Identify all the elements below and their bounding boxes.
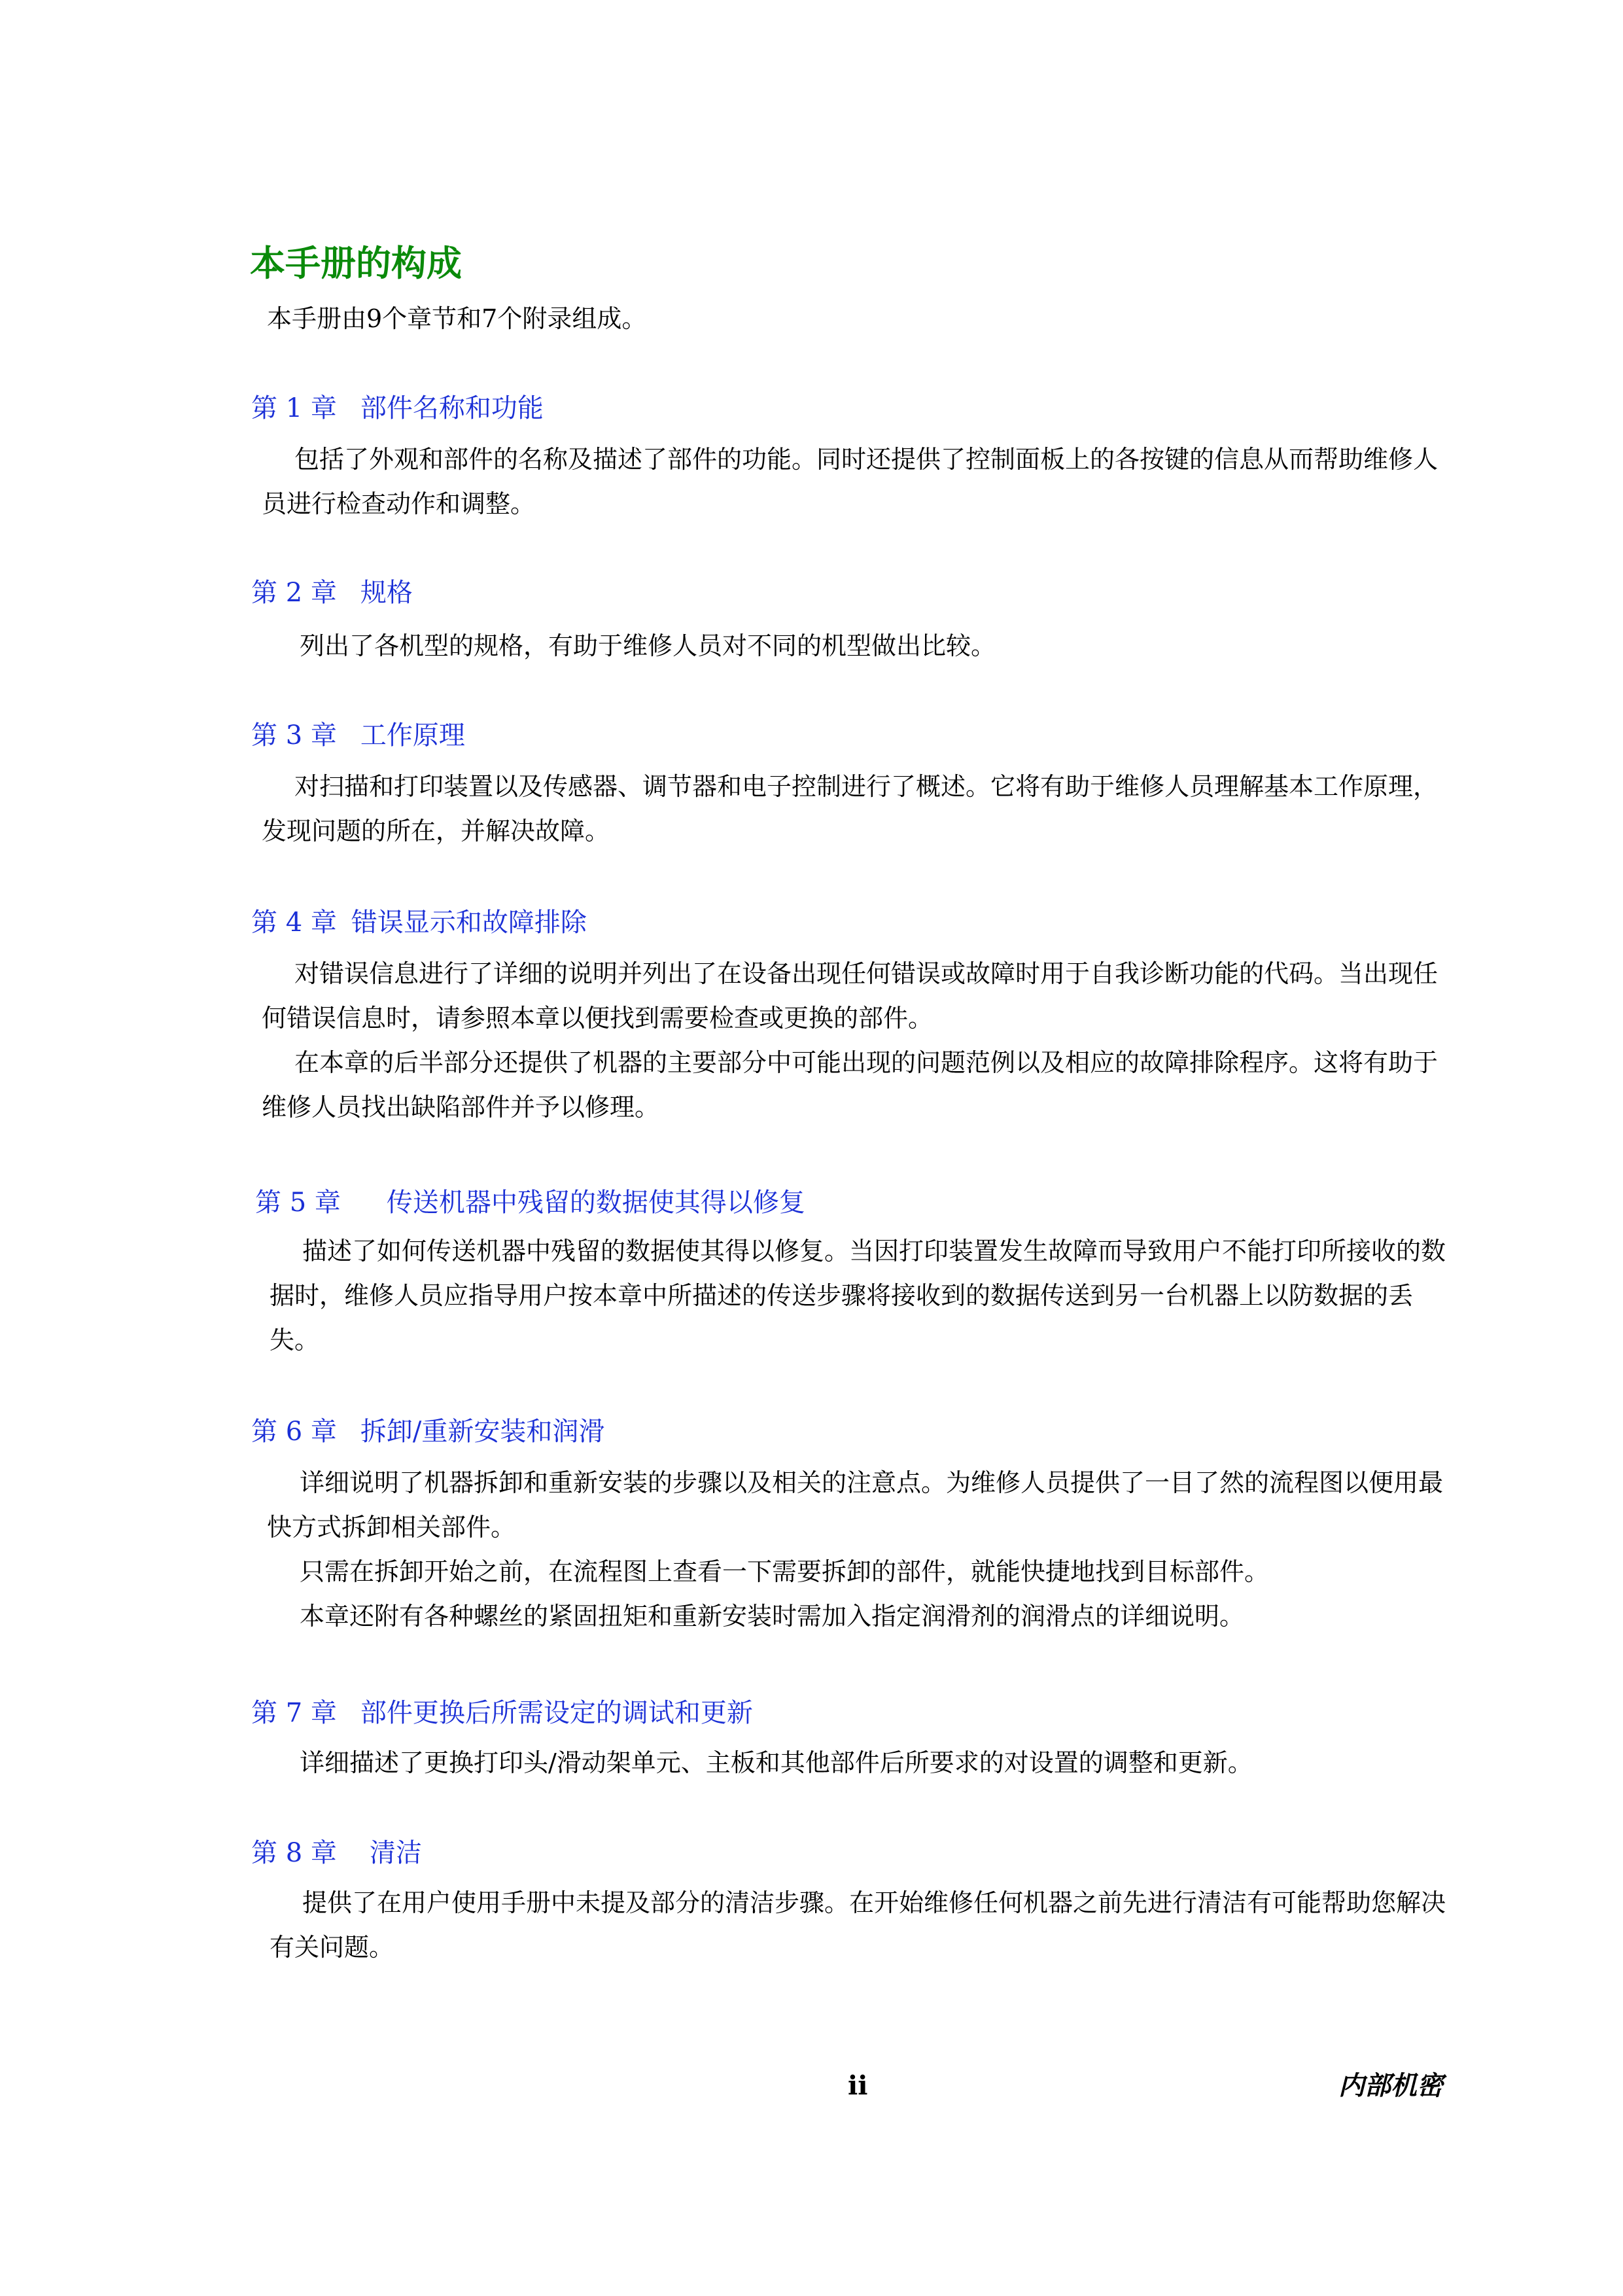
chapter-description-8 bbox=[270, 1881, 1460, 1969]
intro-text: 本手册由9个章节和7个附录组成。 bbox=[267, 304, 647, 333]
chapter-number: 第 2 章 bbox=[251, 578, 337, 608]
chapter-heading-5 bbox=[255, 1183, 805, 1222]
paragraph: 只需在拆卸开始之前，在流程图上查看一下需要拆卸的部件，就能快捷地找到目标部件。 bbox=[300, 1557, 1270, 1586]
page-number: ii bbox=[848, 2070, 868, 2101]
chapter-title: 错误显示和故障排除 bbox=[351, 908, 587, 938]
paragraph: 描述了如何传送机器中残留的数据使其得以修复。当因打印装置发生故障而导致用户不能打印所接收的数据时，维修人员应指导用户按本章中所描述的传送步骤将接收到的数据传送到另一台机器上以防数据的丢失。 bbox=[270, 1237, 1446, 1354]
paragraph: 对错误信息进行了详细的说明并列出了在设备出现任何错误或故障时用于自我诊断功能的代码。当出现任何错误信息时，请参照本章以便找到需要检查或更换的部件。 bbox=[262, 959, 1439, 1033]
chapter-heading-1 bbox=[251, 389, 544, 428]
chapter-title: 传送机器中残留的数据使其得以修复 bbox=[386, 1188, 805, 1218]
paragraph: 列出了各机型的规格，有助于维修人员对不同的机型做出比较。 bbox=[300, 631, 996, 660]
chapter-number: 第 4 章 bbox=[251, 908, 337, 938]
confidential-label: 内部机密 bbox=[1338, 2070, 1443, 2101]
chapter-title: 清洁 bbox=[369, 1838, 422, 1868]
chapter-number: 第 6 章 bbox=[251, 1417, 337, 1447]
chapter-number: 第 1 章 bbox=[251, 393, 337, 423]
paragraph: 对扫描和打印装置以及传感器、调节器和电子控制进行了概述。它将有助于维修人员理解基本工作原理，发现问题的所在，并解决故障。 bbox=[262, 772, 1439, 845]
page-title: 本手册的构成 bbox=[250, 243, 462, 284]
chapter-number: 第 7 章 bbox=[251, 1698, 337, 1728]
chapter-heading-4 bbox=[251, 903, 587, 942]
chapter-title: 拆卸/重新安装和润滑 bbox=[360, 1417, 605, 1447]
paragraph: 在本章的后半部分还提供了机器的主要部分中可能出现的问题范例以及相应的故障排除程序。这将有助于维修人员找出缺陷部件并予以修理。 bbox=[262, 1048, 1439, 1122]
chapter-title: 规格 bbox=[360, 578, 413, 608]
chapter-heading-3 bbox=[251, 716, 465, 755]
chapter-heading-6 bbox=[251, 1412, 604, 1451]
chapter-title: 部件更换后所需设定的调试和更新 bbox=[360, 1698, 753, 1728]
paragraph: 详细说明了机器拆卸和重新安装的步骤以及相关的注意点。为维修人员提供了一目了然的流程图以便用最快方式拆卸相关部件。 bbox=[267, 1468, 1444, 1542]
chapter-heading-7 bbox=[251, 1693, 753, 1733]
chapter-number: 第 8 章 bbox=[251, 1838, 337, 1868]
chapter-description-5 bbox=[270, 1229, 1460, 1362]
paragraph: 包括了外观和部件的名称及描述了部件的功能。同时还提供了控制面板上的各按键的信息从而帮助维修人员进行检查动作和调整。 bbox=[262, 445, 1439, 518]
chapter-heading-8 bbox=[251, 1833, 422, 1873]
paragraph: 提供了在用户使用手册中未提及部分的清洁步骤。在开始维修任何机器之前先进行清洁有可能帮助您解决有关问题。 bbox=[270, 1888, 1446, 1962]
chapter-number: 第 5 章 bbox=[255, 1188, 341, 1218]
chapter-description-4 bbox=[262, 951, 1452, 1129]
chapter-description-6 bbox=[267, 1460, 1457, 1638]
chapter-title: 部件名称和功能 bbox=[360, 393, 544, 423]
chapter-description-3 bbox=[262, 764, 1452, 853]
paragraph: 本章还附有各种螺丝的紧固扭矩和重新安装时需加入指定润滑剂的润滑点的详细说明。 bbox=[300, 1602, 1245, 1631]
paragraph: 详细描述了更换打印头/滑动架单元、主板和其他部件后所要求的对设置的调整和更新。 bbox=[300, 1748, 1253, 1777]
chapter-description-2 bbox=[267, 624, 1457, 668]
chapter-number: 第 3 章 bbox=[251, 720, 337, 751]
chapter-title: 工作原理 bbox=[360, 720, 465, 751]
chapter-heading-2 bbox=[251, 573, 413, 612]
chapter-description-7 bbox=[267, 1740, 1457, 1785]
chapter-description-1 bbox=[262, 437, 1452, 526]
